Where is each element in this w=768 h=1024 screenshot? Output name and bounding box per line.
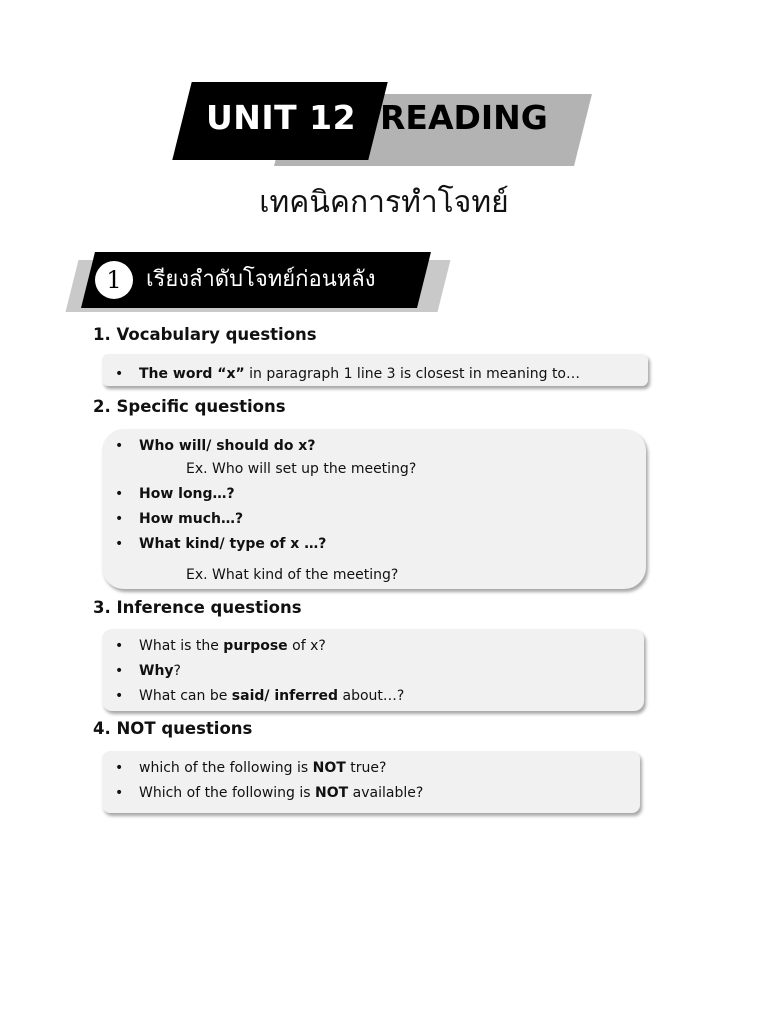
bullet-icon: • [115, 486, 124, 502]
list-item: What is the purpose of x? [139, 638, 326, 654]
bullet-icon: • [115, 366, 124, 382]
example-line: Ex. What kind of the meeting? [186, 567, 399, 583]
section-title: เรียงลำดับโจทย์ก่อนหลัง [146, 267, 376, 292]
group-heading-specific: 2. Specific questions [93, 397, 286, 416]
list-item: Who will/ should do x? [139, 438, 316, 454]
list-item: Why? [139, 663, 181, 679]
bullet-icon: • [115, 688, 124, 704]
list-item: What kind/ type of x …? [139, 536, 327, 552]
section-number: 1 [95, 261, 133, 299]
unit-banner [0, 0, 768, 180]
page-subtitle: เทคนิคการทำโจทย์ [259, 185, 509, 220]
list-item: How much…? [139, 511, 244, 527]
group-heading-inference: 3. Inference questions [93, 598, 302, 617]
reading-label: READING [380, 98, 548, 137]
example-line: Ex. Who will set up the meeting? [186, 461, 417, 477]
list-item: Which of the following is NOT available? [139, 785, 424, 801]
bullet-icon: • [115, 785, 124, 801]
group-heading-not: 4. NOT questions [93, 719, 253, 738]
unit-label: UNIT 12 [205, 98, 357, 137]
bullet-icon: • [115, 638, 124, 654]
list-item: What can be said/ inferred about…? [139, 688, 405, 704]
list-item: The word “x” in paragraph 1 line 3 is closest in meaning to… [139, 366, 580, 382]
group-heading-vocabulary: 1. Vocabulary questions [93, 325, 317, 344]
bullet-icon: • [115, 511, 124, 527]
bullet-icon: • [115, 663, 124, 679]
bullet-icon: • [115, 438, 124, 454]
bullet-icon: • [115, 536, 124, 552]
list-item: How long…? [139, 486, 235, 502]
list-item: which of the following is NOT true? [139, 760, 387, 776]
bullet-icon: • [115, 760, 124, 776]
